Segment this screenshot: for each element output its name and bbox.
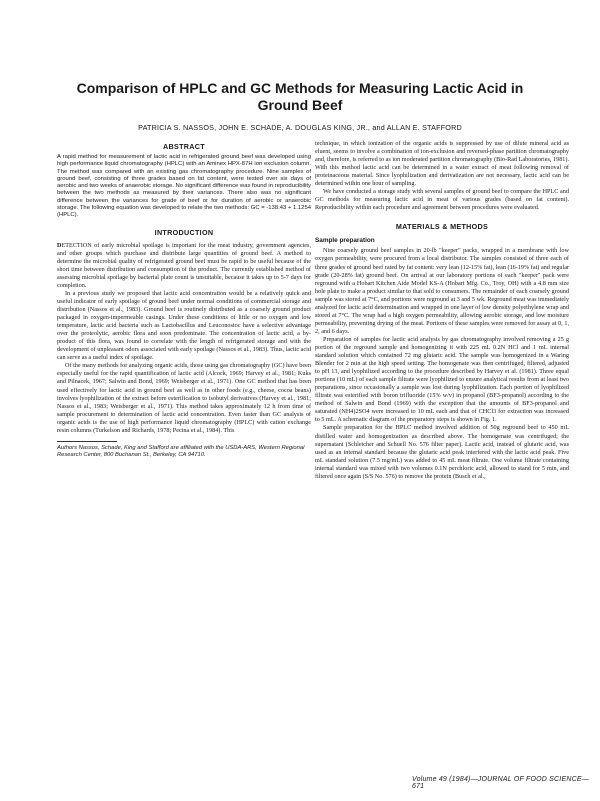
methods-paragraph: Preparation of samples for lactic acid analysis by gas chromatography involved removing a 25 g portion of the reground sample and homogenizing it with 225 mL 0.2N HCl and 1 mL internal standard solution which contained 72 mg glutaric acid. The sample was homogenized in a Waring Blender for 2 min at the high speed setting. The homogenate was then centrifuged, filtered, adjusted to pH 13, and lyophilized according to the procedure described by Harvey et al. (1981). Three equal portions (10 mL) of each sample filtrate were lyophilized to ensure analytical results from at least two preparations, since occasionally a sample was lost during lyophilization. Each portion of lyophilized filtrate was esterified with boron trifluoride (15% w/v) in propanol (BF3-propanol) according to the method of Salwin and Bond (1969) with the exception that the amounts of BF3-propanol and saturated (NH4)2SO4 were increased to 10 mL each and that of CHCl3 for extraction was increased to 5 mL. A schematic diagram of the preparatory steps is shown in Fig. 1. [315, 335, 569, 424]
intro-paragraph: In a previous study we proposed that lactic acid concentration would be a relatively quick and useful indicator of early spoilage of ground beef under normal conditions of commercial storage and distribution (Nassos et al., 1983). Ground beef is routinely distributed as a coarsely ground product packaged in oxygen-impermeable casings. Under these conditions of little or no oxygen and low temperature, lactic acid bacteria such as Lactobacillus and Leuconostoc have a selective advantage over the proteolytic, aerobic flora and soon predominate. The concentration of lactic acid, a by-product of this flora, was found to correlate with the length of refrigerated storage and with the development of unpleasant odors associated with early spoilage (Nassos et al., 1983). Thus, lactic acid can serve as a useful index of spoilage. [57, 289, 311, 362]
article-title: Comparison of HPLC and GC Methods for Measuring Lactic Acid in Ground Beef [76, 80, 524, 113]
journal-footer: Volume 49 (1984)—JOURNAL OF FOOD SCIENCE—671 [412, 776, 589, 790]
sample-preparation-subheading: Sample preparation [315, 237, 375, 245]
intro-paragraph: Of the many methods for analyzing organic acids, those using gas chromatography (GC) have been especially useful for the rapid quantification of lactic acid (Alcock, 1969; Harvey et al., 1981; Kuks and Pilnacek, 1967; Salwin and Bond, 1969; Weisberger et al., 1971). One GC method that has been used effectively for lactic acid in ground beef as well as in other foods (e.g., cheese, cocoa beans) involves lyophilization of the extract before esterification to isobutyl derivatives (Harvey et al., 1981; Nassos et al., 1983; Weisberger et al., 1971). This method takes approximately 12 h from time of sample procurement to determination of lactic acid concentration. Even faster than GC analysis of organic acids is the use of high performance liquid chromatography (HPLC) with cation exchange resin columns (Turkelson and Richards, 1978; Pecina et al., 1984). This [57, 362, 311, 434]
author-line: PATRICIA S. NASSOS, JOHN E. SCHADE, A. DOUGLAS KING, JR., and ALLAN E. STAFFORD [138, 123, 462, 132]
author-affiliation-footnote: Authors Nassos, Schade, King and Stafford are affiliated with the USDA-ARS, Western Regional Research Center, 800 Buchanan St., Berkeley, CA 94710. [57, 444, 305, 458]
intro-continued-paragraph: We have conducted a storage study with several samples of ground beef to compare the HPLC and GC methods for measuring lactic acid in meat of various grades (based on fat content). Reproducibility within each procedure and agreement between procedures were evaluated. [315, 188, 569, 212]
methods-heading: MATERIALS & METHODS [395, 222, 489, 232]
right-column [315, 140, 569, 481]
footnote-divider [57, 441, 117, 442]
methods-paragraph: Sample preparation for the HPLC method involved addition of 50g reground beef to 450 mL distilled water and homogenization as described above. The homogenate was centrifuged; the supernatant (Schleicher and Schuell No. 576 filter paper). Lactic acid, instead of glutaric acid, was used as an internal standard because the glutaric acid peak interfered with the lactic acid peak. Five mL standard solution (7.5 mg/mL) was added to 45 mL meat filtrate. One volume filtrate containing internal standard was mixed with two volumes 0.1N perchloric acid, allowed to stand for 5 min, and filtered once again (S/S No. 576) to remove the protein (Busch et al., [315, 424, 569, 480]
intro-continued-paragraph: technique, in which ionization of the organic acids is suppressed by use of dilute mineral acid as eluent, seems to involve a combination of ion-exclusion and reversed-phase partition chromatography and, therefore, is referred to as ion moderated partition chromatography (Bio-Rad Laboratories, 1981). With this method lactic acid can be determined in a water extract of meat following removal of proteinaceous material. Since lyophilization and derivatization are not necessary, lactic acid can be determined within one hour of sampling. [315, 140, 569, 188]
abstract-heading: ABSTRACT [163, 142, 205, 151]
abstract-text: A rapid method for measurement of lactic acid in refrigerated ground beef was developed using high performance liquid chromatography (HPLC) with an Aminex HPX-87H ion exclusion column. The method was compared with an existing gas chromatography procedure. Nine samples of ground beef, consisting of three grades based on fat content, were tested over six days of aerobic and two weeks of anaerobic storage. No significant difference was found in reproducibility between the two methods as measured by their variances. There also was no significant difference between the variances for grade of beef or for duration of aerobic or anaerobic storage. The following equation was developed to relate the two methods: GC = -138.43 + 1.1254 (HPLC). [57, 154, 312, 219]
methods-paragraph: Nine coarsely ground beef samples in 20-lb "keeper" packs, wrapped in a membrane with low oxygen permeability, were procured from a local distributor. The samples consisted of three each of three grades of ground beef rated by fat content: very lean (12-15% fat), lean (16-19% fat) and regular grade (20-28% fat) ground beef. On arrival at our laboratory portions of each "keeper" pack were reground with a Hobart Kitchen Aide Model KS-A (Hobart Mfg. Co., Troy, OH) with a 4.8 mm size hole plate to make a product similar to that sold to consumers. The remainder of each coarsely ground sample was stored at 7°C, and portions were reground at 3 and 5 wk. Reground meat was immediately analyzed for lactic acid determination and wrapped in one layer of low density polyethylene wrap and stored at 7°C. The wrap had a high oxygen permeability, allowing aerobic storage, and low moisture permeability, preventing drying of the meat. Portions of these samples were removed for assay at 0, 1, 2, and 6 days. [315, 247, 569, 335]
intro-paragraph: DETECTION of early microbial spoilage is important for the meat industry, government agencies, and other groups which purchase and distribute large quantities of ground beef. A method to determine the microbial quality of refrigerated ground beef must be rapid to be useful because of the short time between distribution and consumption of the product. The currently established method of assessing microbial spoilage by bacterial plate count is unsuitable, because it takes up to 5-7 days for completion. [57, 241, 311, 289]
left-column [57, 142, 311, 459]
introduction-heading: INTRODUCTION [154, 227, 214, 237]
